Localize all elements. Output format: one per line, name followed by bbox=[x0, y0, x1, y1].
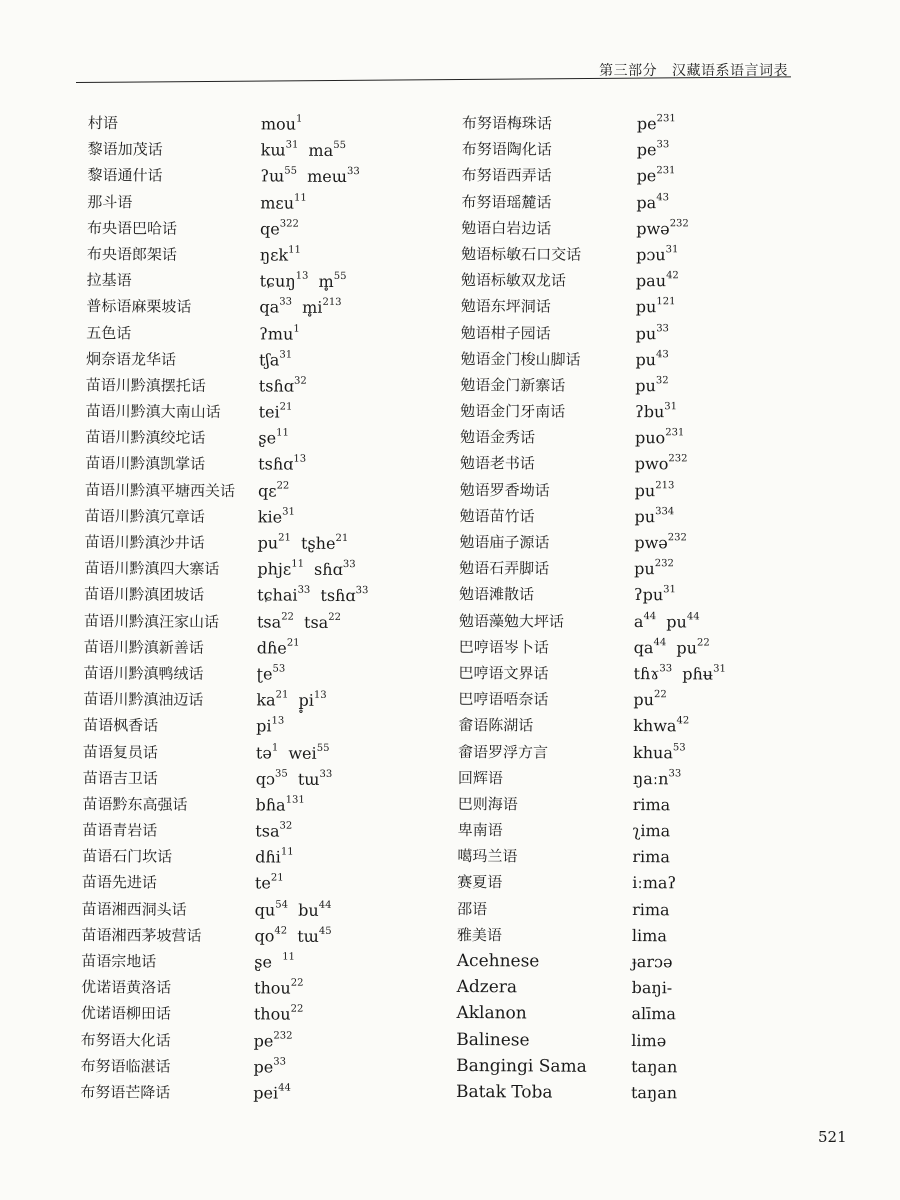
language-name: 勉语苗竹话 bbox=[459, 506, 535, 526]
language-name: 苗语川黔滇大南山话 bbox=[85, 402, 221, 422]
word-form: ʔpu$^{31}$ bbox=[633, 584, 676, 605]
word-form: lima bbox=[631, 925, 667, 946]
word-form: $qa^{33}$ $m̥i^{213}$ bbox=[259, 296, 342, 318]
word-form: $pe^{231}$ bbox=[636, 165, 676, 186]
word-form: bɦa$^{131}$ bbox=[255, 794, 305, 815]
language-name: 苗语石门坎话 bbox=[82, 847, 173, 866]
language-name: 苗语川黔滇沙井话 bbox=[84, 532, 205, 552]
word-form: $pu^{32}$ bbox=[635, 375, 669, 396]
language-name: 布努语西弄话 bbox=[461, 166, 552, 185]
word-form: ʔɯ$^{55}$ meɯ$^{33}$ bbox=[260, 165, 360, 187]
word-form: tə$^1$ wei$^{55}$ bbox=[255, 741, 330, 763]
left-column bbox=[80, 110, 369, 1105]
word-form: ʂe $^{11}$ bbox=[254, 951, 295, 972]
language-name: 苗语川黔滇汪家山话 bbox=[83, 611, 220, 631]
language-name: 苗语川黔滇平塘西关话 bbox=[84, 480, 236, 500]
language-name: 苗语川黔滇摆托话 bbox=[85, 375, 206, 395]
language-name: 回辉语 bbox=[457, 768, 503, 787]
language-name: 苗语川黔滇新善话 bbox=[83, 637, 204, 657]
language-name: 勉语滩散话 bbox=[458, 585, 535, 604]
language-name: 勉语罗香坳话 bbox=[459, 480, 550, 500]
language-name: Balinese bbox=[456, 1029, 530, 1050]
language-name: 布央语郎架话 bbox=[86, 244, 177, 264]
header-part: 第三部分 bbox=[599, 63, 658, 79]
language-name: 苗语川黔滇绞坨话 bbox=[85, 428, 206, 448]
language-name: 苗语先进话 bbox=[81, 873, 158, 893]
word-form: pwə$^{232}$ bbox=[636, 218, 689, 239]
word-form: tsɦɑ$^{13}$ bbox=[258, 454, 307, 475]
language-name: 巴哼语岑卜话 bbox=[458, 637, 549, 657]
word-form: phjɛ$^{11}$ sɦɑ$^{33}$ bbox=[257, 558, 356, 580]
language-name: 布努语梅珠话 bbox=[461, 113, 552, 133]
language-name: 苗语川黔滇四大寨话 bbox=[84, 559, 220, 579]
language-name: 苗语吉卫话 bbox=[82, 768, 158, 788]
word-form: baŋi- bbox=[631, 978, 673, 998]
language-name: 勉语庙子源话 bbox=[459, 532, 550, 552]
right-column bbox=[455, 110, 726, 1105]
language-name: 苗语川黔滇鸭绒话 bbox=[83, 663, 204, 683]
language-name: 苗语青岩话 bbox=[82, 821, 158, 840]
word-form: rima bbox=[632, 847, 670, 867]
word-form: $pu^{232}$ bbox=[634, 558, 674, 579]
language-name: 优诺语柳田话 bbox=[80, 1004, 171, 1024]
word-form: pei$^{44}$ bbox=[253, 1082, 291, 1103]
word-form: ʔbu$^{31}$ bbox=[635, 401, 678, 422]
language-name: 巴哼语文界话 bbox=[458, 663, 549, 683]
language-name: 苗语川黔滇团坡话 bbox=[84, 585, 205, 605]
language-name: 普标语麻栗坡话 bbox=[86, 297, 192, 317]
word-form: $pe^{231}$ bbox=[636, 113, 676, 134]
language-name: 噶玛兰语 bbox=[457, 847, 518, 866]
word-form: khwa$^{42}$ bbox=[633, 715, 690, 736]
word-form: thou$^{22}$ bbox=[253, 1003, 304, 1024]
word-form: ŋaːn$^{33}$ bbox=[632, 767, 682, 788]
word-form: tsa$^{22}$ tsa$^{22}$ bbox=[256, 611, 342, 632]
word-form: $qo^{42}$ tɯ$^{45}$ bbox=[254, 925, 332, 946]
language-name: 苗语宗地话 bbox=[81, 951, 157, 971]
language-name: 勉语标敏石口交话 bbox=[461, 244, 582, 264]
language-name: 勉语标敏双龙话 bbox=[460, 271, 567, 290]
language-name: 勉语金门新寨话 bbox=[460, 375, 566, 395]
word-form: alīma bbox=[631, 1004, 677, 1024]
word-form: ɟarɔə bbox=[631, 952, 673, 972]
language-name: Bangingi Sama bbox=[456, 1055, 587, 1077]
word-form: $pa^{43}$ bbox=[636, 191, 670, 212]
word-form: pau$^{42}$ bbox=[635, 270, 679, 291]
word-form: $te^{21}$ bbox=[254, 872, 284, 893]
word-form: $pe^{232}$ bbox=[253, 1030, 293, 1051]
language-name: 苗语复员话 bbox=[82, 742, 159, 762]
word-form: $pu^{213}$ bbox=[634, 479, 675, 500]
word-form: $pu^{21}$ tʂhe$^{21}$ bbox=[257, 532, 349, 553]
word-form: tʃa$^{31}$ bbox=[258, 349, 293, 370]
word-form: kie$^{31}$ bbox=[257, 506, 295, 527]
word-form: $pu^{334}$ bbox=[634, 505, 675, 526]
header-title: 汉藏语系语言词表 bbox=[672, 63, 788, 79]
word-form: dɦi$^{11}$ bbox=[255, 846, 294, 867]
word-form: tei$^{21}$ bbox=[258, 401, 293, 422]
word-form: $pu^{33}$ bbox=[635, 322, 669, 343]
language-name: 勉语石弄脚话 bbox=[459, 559, 550, 578]
language-name: Batak Toba bbox=[455, 1081, 553, 1103]
language-name: 村语 bbox=[87, 113, 118, 133]
language-name: 巴哼语唔奈话 bbox=[458, 690, 549, 709]
language-name: 五色话 bbox=[86, 323, 132, 342]
word-form: tɦɤ$^{33}$ pɦʉ$^{31}$ bbox=[633, 663, 726, 684]
word-form: taŋan bbox=[631, 1056, 678, 1077]
language-name: 炯奈语龙华话 bbox=[85, 349, 177, 369]
word-form: $pu^{43}$ bbox=[635, 348, 669, 369]
word-form: qɛ$^{22}$ bbox=[257, 480, 290, 501]
language-name: 勉语金秀话 bbox=[459, 428, 536, 447]
word-form: pwə$^{232}$ bbox=[634, 532, 687, 553]
language-name: 勉语金门牙南话 bbox=[460, 402, 566, 421]
word-form: kɯ$^{31}$ $ma^{55}$ bbox=[260, 139, 347, 161]
word-form: mou$^1$ bbox=[260, 113, 303, 134]
language-name: 优诺语黄洛话 bbox=[81, 978, 172, 997]
word-form: ʂe$^{11}$ bbox=[258, 427, 289, 448]
language-name: 黎语通什话 bbox=[87, 166, 163, 185]
language-name: Acehnese bbox=[456, 950, 540, 972]
language-name: Adzera bbox=[456, 977, 518, 998]
word-form: rima bbox=[632, 899, 670, 919]
word-form: limə bbox=[631, 1030, 667, 1050]
language-name: 布努语临湛话 bbox=[80, 1056, 171, 1076]
word-form: ʔmu$^1$ bbox=[259, 323, 300, 344]
word-form: mɛu$^{11}$ bbox=[260, 192, 307, 213]
language-name: 勉语东坪洞话 bbox=[460, 297, 551, 316]
word-form: tsɦɑ$^{32}$ bbox=[258, 375, 307, 396]
word-form: ʈe$^{53}$ bbox=[256, 663, 286, 684]
word-form: puo$^{231}$ bbox=[634, 427, 685, 448]
word-form: $qa^{44}$ $pu^{22}$ bbox=[633, 636, 710, 658]
word-form: iːmaʔ bbox=[632, 873, 677, 893]
word-form: tɕhai$^{33}$ tsɦɑ$^{33}$ bbox=[257, 585, 369, 606]
language-name: 勉语金门梭山脚话 bbox=[460, 349, 581, 369]
language-name: 赛夏语 bbox=[457, 873, 503, 892]
language-name: 布努语瑶麓话 bbox=[461, 192, 552, 212]
page-number: 521 bbox=[818, 1128, 847, 1146]
language-name: 布努语陶化话 bbox=[461, 140, 552, 159]
language-name: 苗语枫香话 bbox=[83, 716, 159, 735]
word-form: $pu^{22}$ bbox=[633, 689, 667, 710]
language-name: 巴则海语 bbox=[457, 794, 518, 814]
word-form: $qe^{322}$ bbox=[259, 218, 299, 239]
language-name: 布央语巴哈话 bbox=[87, 218, 178, 238]
word-form: $a^{44}$ $pu^{44}$ bbox=[633, 610, 700, 631]
language-name: 黎语加茂话 bbox=[87, 140, 163, 159]
word-form: $pu^{121}$ bbox=[635, 296, 676, 317]
language-name: 苗语川黔滇冗章话 bbox=[84, 506, 205, 526]
word-form: dɦe$^{21}$ bbox=[256, 637, 300, 658]
word-form: $qu^{54}$ $bu^{44}$ bbox=[254, 899, 332, 920]
word-form: ʅima bbox=[632, 821, 671, 841]
language-name: 雅美语 bbox=[456, 925, 503, 945]
word-form: qɔ$^{35}$ tɯ$^{33}$ bbox=[255, 768, 333, 789]
word-form: tsa$^{32}$ bbox=[255, 820, 293, 841]
language-name: 勉语白岩边话 bbox=[461, 218, 552, 238]
language-name: 畲语罗浮方言 bbox=[458, 742, 549, 762]
language-name: 布努语芒降话 bbox=[80, 1082, 171, 1102]
word-form: ŋɛk$^{11}$ bbox=[259, 244, 301, 265]
word-form: thou$^{22}$ bbox=[254, 977, 304, 998]
word-form: khua$^{53}$ bbox=[633, 741, 686, 762]
language-name: 畲语陈湖话 bbox=[458, 716, 534, 735]
language-name: Aklanon bbox=[456, 1003, 527, 1024]
word-form: pɔu$^{31}$ bbox=[636, 244, 679, 265]
language-name: 苗语黔东高强话 bbox=[82, 794, 188, 814]
language-name: 勉语柑子园话 bbox=[460, 323, 551, 343]
word-form: $ka^{21}$ $p̥i^{13}$ bbox=[256, 689, 327, 710]
language-name: 苗语湘西茅坡营话 bbox=[81, 925, 202, 945]
language-name: 苗语湘西洞头话 bbox=[81, 899, 187, 919]
language-name: 勉语藻勉大坪话 bbox=[458, 611, 564, 631]
word-form: $pe^{33}$ bbox=[253, 1056, 287, 1077]
language-name: 苗语川黔滇凯掌话 bbox=[85, 454, 206, 474]
word-form: $pi^{13}$ bbox=[256, 715, 285, 736]
language-name: 卑南语 bbox=[457, 821, 503, 840]
word-form: rima bbox=[632, 794, 671, 815]
language-name: 布努语大化话 bbox=[80, 1030, 171, 1050]
language-name: 苗语川黔滇油迈话 bbox=[83, 690, 204, 710]
word-form: tɕuŋ$^{13}$ m̥$^{55}$ bbox=[259, 270, 347, 292]
word-form: taŋan bbox=[630, 1082, 678, 1103]
language-name: 那斗语 bbox=[87, 192, 133, 211]
word-form: pwo$^{232}$ bbox=[634, 453, 688, 474]
language-name: 勉语老书话 bbox=[459, 454, 535, 473]
language-name: 拉基语 bbox=[86, 271, 132, 290]
language-name: 邵语 bbox=[457, 899, 488, 918]
word-form: $pe^{33}$ bbox=[636, 139, 670, 160]
